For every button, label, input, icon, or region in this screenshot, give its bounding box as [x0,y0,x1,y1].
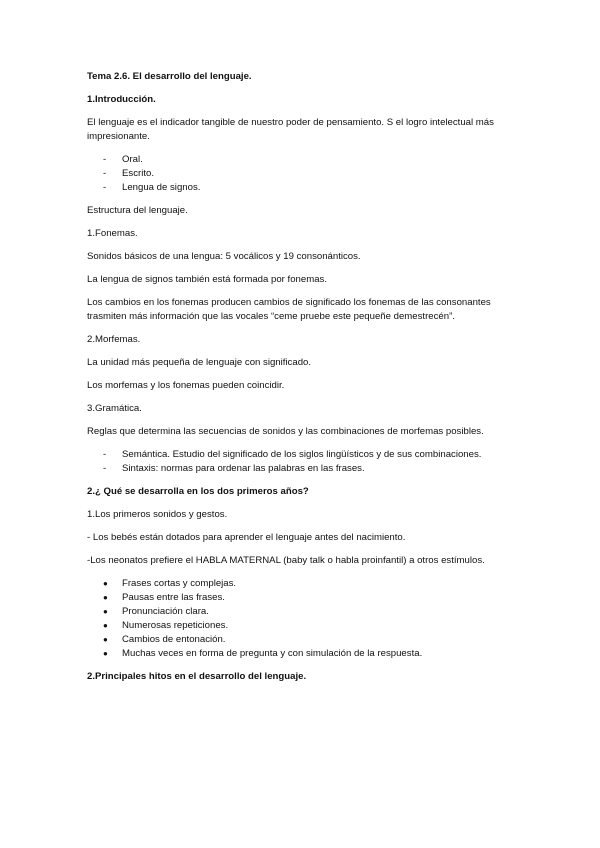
section-heading-primeros-anos: 2.¿ Qué se desarrolla en los dos primeros años? [87,486,309,497]
subheading-gramatica: 3.Gramática. [87,403,142,414]
paragraph-morfemas-1: La unidad más pequeña de lenguaje con significado. [87,357,312,368]
document-body [87,70,527,693]
list-item: ● Numerosas repeticiones. [87,619,527,633]
paragraph-fonemas-1: Sonidos básicos de una lengua: 5 vocálicos y 19 consonánticos. [87,251,361,262]
section-heading-introduccion: 1.Introducción. [87,94,156,105]
list-language-types [87,153,527,195]
list-item: ● Frases cortas y complejas. [87,577,527,591]
paragraph-fonemas-3: Los cambios en los fonemas producen cambios de significado los fonemas de las consonantes trasmiten más información que las vocales “ceme pruebe este pequeñe demestrecén”. [87,297,491,322]
list-gramatica [87,448,527,476]
subheading-morfemas: 2.Morfemas. [87,334,141,345]
paragraph-neonatos: -Los neonatos prefiere el HABLA MATERNAL (baby talk o habla proinfantil) a otros estímulos. [87,555,485,566]
list-item: - Oral. [87,153,527,167]
document-title: Tema 2.6. El desarrollo del lenguaje. [87,71,252,82]
paragraph-estructura: Estructura del lenguaje. [87,205,188,216]
list-item: ● Muchas veces en forma de pregunta y con simulación de la respuesta. [87,647,527,661]
list-item: - Sintaxis: normas para ordenar las palabras en las frases. [87,462,527,476]
list-item: ● Cambios de entonación. [87,633,527,647]
list-item: - Escrito. [87,167,527,181]
list-habla-maternal [87,577,527,661]
paragraph-bebes: - Los bebés están dotados para aprender el lenguaje antes del nacimiento. [87,532,406,543]
list-item: ● Pronunciación clara. [87,605,527,619]
section-heading-hitos: 2.Principales hitos en el desarrollo del lenguaje. [87,671,307,682]
paragraph-primeros-sonidos: 1.Los primeros sonidos y gestos. [87,509,228,520]
list-item: - Semántica. Estudio del significado de los siglos lingüísticos y de sus combinaciones. [87,448,527,462]
subheading-fonemas: 1.Fonemas. [87,228,138,239]
paragraph-morfemas-2: Los morfemas y los fonemas pueden coincidir. [87,380,285,391]
list-item: ● Pausas entre las frases. [87,591,527,605]
paragraph-intro: El lenguaje es el indicador tangible de nuestro poder de pensamiento. S el logro intelectual más impresionante. [87,117,494,142]
paragraph-fonemas-2: La lengua de signos también está formada por fonemas. [87,274,327,285]
list-item: - Lengua de signos. [87,181,527,195]
paragraph-gramatica: Reglas que determina las secuencias de sonidos y las combinaciones de morfemas posibles. [87,426,484,437]
